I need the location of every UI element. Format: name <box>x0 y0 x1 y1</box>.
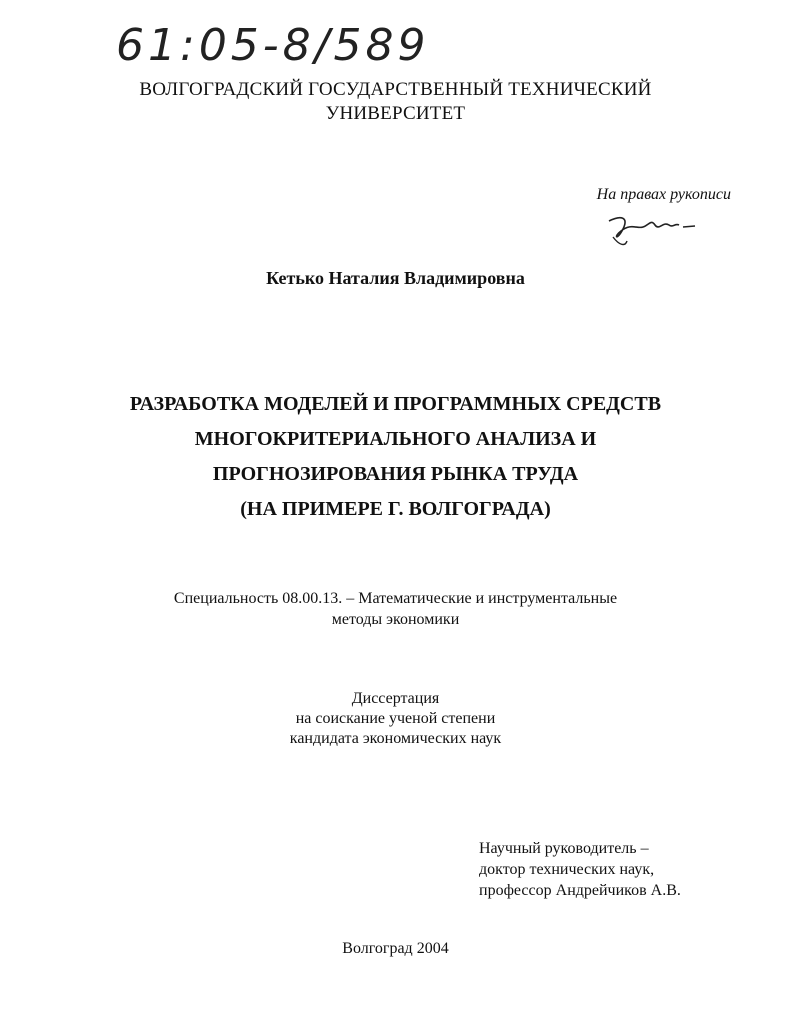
university-line-2: УНИВЕРСИТЕТ <box>325 103 466 124</box>
degree-line-3: кандидата экономических наук <box>289 730 502 747</box>
handwritten-catalog-number <box>112 14 432 76</box>
supervisor-line-2: доктор технических наук, <box>479 861 655 878</box>
title-line-3: ПРОГНОЗИРОВАНИЯ РЫНКА ТРУДА <box>212 463 579 485</box>
specialty-line-1: Специальность 08.00.13. – Математические и инструментальные <box>173 590 618 607</box>
manuscript-note: На правах рукописи <box>596 186 731 203</box>
catalog-number-text: 61:05-8/589 <box>116 20 430 71</box>
degree-line-1: Диссертация <box>351 690 440 707</box>
dissertation-title <box>0 387 791 527</box>
signature-image <box>603 207 703 253</box>
title-line-2: МНОГОКРИТЕРИАЛЬНОГО АНАЛИЗА И <box>194 428 597 450</box>
university-line-1: ВОЛГОГРАДСКИЙ ГОСУДАРСТВЕННЫЙ ТЕХНИЧЕСКИЙ <box>139 79 652 100</box>
degree-line-2: на соискание ученой степени <box>295 710 496 727</box>
title-line-1: РАЗРАБОТКА МОДЕЛЕЙ И ПРОГРАММНЫХ СРЕДСТВ <box>129 393 662 415</box>
specialty <box>0 588 791 630</box>
author-name: Кетько Наталия Владимировна <box>266 268 525 288</box>
specialty-line-2: методы экономики <box>331 611 460 628</box>
university-name <box>0 78 791 126</box>
supervisor-line-1: Научный руководитель – <box>479 840 649 857</box>
degree-statement <box>0 689 791 749</box>
city-year: Волгоград 2004 <box>342 940 449 957</box>
supervisor-block <box>479 838 681 901</box>
supervisor-line-3: профессор Андрейчиков А.В. <box>479 882 681 899</box>
title-line-4: (НА ПРИМЕРЕ Г. ВОЛГОГРАДА) <box>240 498 551 520</box>
